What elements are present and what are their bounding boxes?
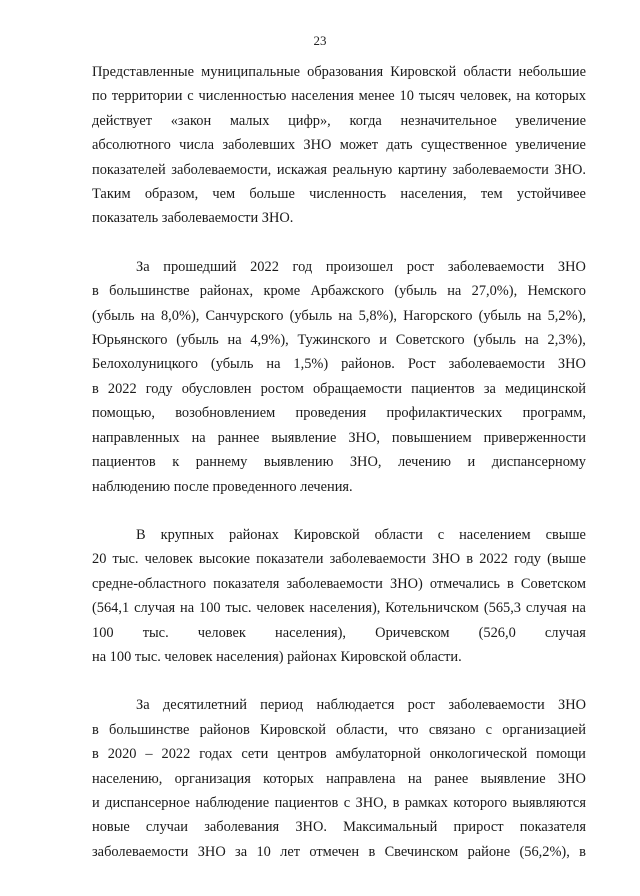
text-line: (564,1 случая на 100 тыс. человек населения), Котельничском (565,3 случая на	[92, 600, 586, 617]
page-number: 23	[313, 33, 327, 48]
text-line: в 2020 – 2022 годах сети центров амбулаторной онкологической помощи	[92, 746, 586, 763]
text-line: в большинстве районов Кировской области, что связано с организацией	[92, 721, 586, 738]
text-line: абсолютного числа заболевших ЗНО может дать существенное увеличение	[92, 137, 586, 154]
text-line: по территории с численностью населения менее 10 тысяч человек, на которых	[92, 88, 586, 105]
text-line: населению, организация которых направлена на ранее выявление ЗНО	[92, 770, 586, 787]
text-line: (убыль на 8,0%), Санчурского (убыль на 5,8%), Нагорского (убыль на 5,2%),	[92, 307, 586, 324]
text-line: показателей заболеваемости, искажая реальную картину заболеваемости ЗНО.	[92, 161, 586, 178]
text-line: Представленные муниципальные образования Кировской области небольшие	[92, 64, 586, 80]
text-line: За десятилетний период наблюдается рост заболеваемости ЗНО	[136, 697, 586, 714]
text-line: 100 тыс. человек населения), Оричевском (526,0 случая	[92, 624, 586, 641]
text-line: В крупных районах Кировской области с населением свыше	[136, 526, 586, 543]
text-line: в большинстве районах, кроме Арбажского (убыль на 27,0%), Немского	[92, 283, 586, 300]
text-line: Таким образом, чем больше численность населения, тем устойчивее	[92, 186, 586, 203]
text-line: показатель заболеваемости ЗНО.	[92, 210, 294, 227]
text-line: заболеваемости ЗНО за 10 лет отмечен в Свечинском районе (56,2%), в	[92, 843, 586, 860]
paragraph	[92, 60, 586, 231]
text-line: и диспансерное наблюдение пациентов с ЗНО, в рамках которого выявляются	[92, 794, 586, 811]
text-line: на 100 тыс. человек населения) районах Кировской области.	[92, 648, 462, 665]
text-line: За прошедший 2022 год произошел рост заболеваемости ЗНО	[136, 258, 586, 275]
text-line: помощью, возобновлением проведения профилактических программ,	[92, 405, 586, 422]
text-line: Юрьянского (убыль на 4,9%), Тужинского и Советского (убыль на 2,3%),	[92, 332, 586, 349]
text-line: направленных на раннее выявление ЗНО, повышением приверженности	[92, 429, 586, 446]
text-line: новые случаи заболевания ЗНО. Максимальный прирост показателя	[92, 819, 586, 836]
text-line: 20 тыс. человек высокие показатели заболеваемости ЗНО в 2022 году (выше	[92, 551, 586, 568]
text-line: наблюдению после проведенного лечения.	[92, 478, 353, 495]
paragraph	[92, 693, 586, 864]
text-line: Белохолуницкого (убыль на 1,5%) районов. Рост заболеваемости ЗНО	[92, 356, 586, 373]
text-line: в 2022 году обусловлен ростом обращаемости пациентов за медицинской	[92, 380, 586, 397]
document-body	[92, 60, 586, 864]
paragraph	[92, 255, 586, 499]
text-line: действует «закон малых цифр», когда незначительное увеличение	[92, 112, 586, 129]
text-line: средне-областного показателя заболеваемости ЗНО) отмечались в Советском	[92, 575, 586, 592]
text-line: пациентов к раннему выявлению ЗНО, лечению и диспансерному	[92, 454, 586, 471]
paragraph	[92, 523, 586, 669]
